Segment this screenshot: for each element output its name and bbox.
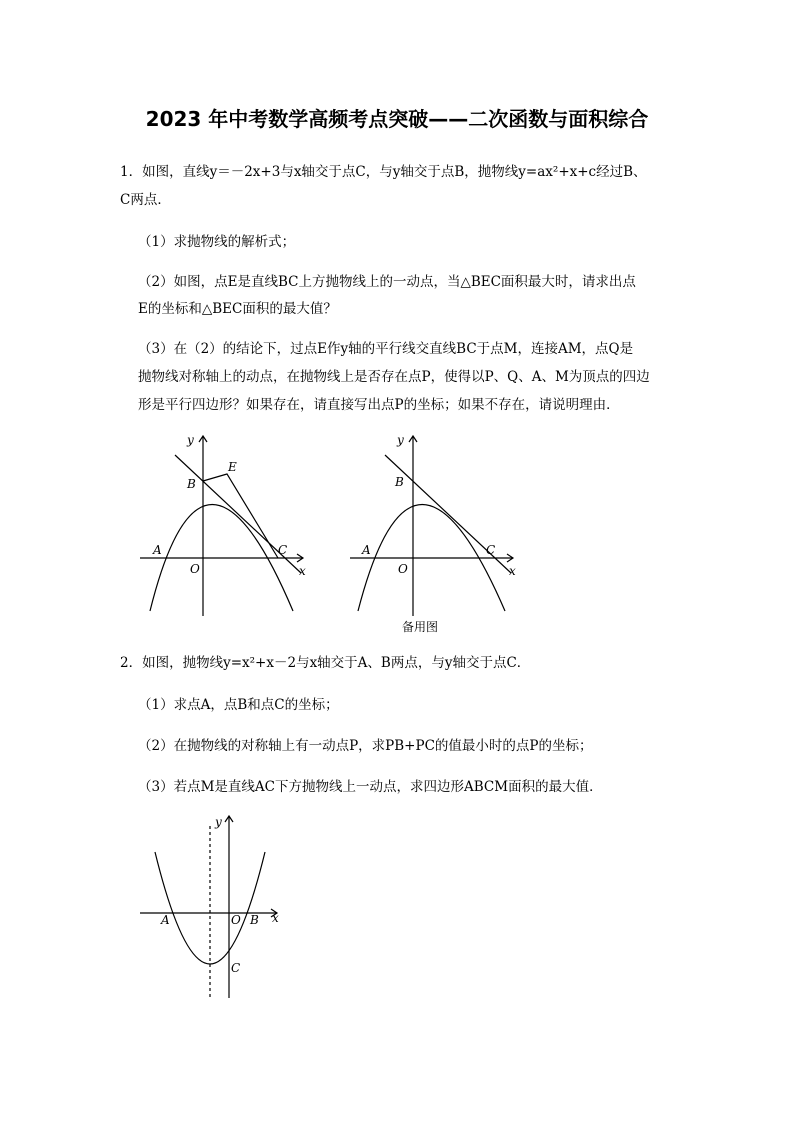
label-y: y xyxy=(397,433,404,447)
label-x: x xyxy=(272,911,279,925)
p1-stem-line1: 1．如图，直线y＝－2x+3与x轴交于点C，与y轴交于点B，抛物线y=ax²+x+c经过B、 xyxy=(120,164,647,180)
page-title: 2023 年中考数学高频考点突破——二次函数与面积综合 xyxy=(145,107,649,131)
p1-figure-1 xyxy=(135,428,315,623)
p1-question-3-line1: （3）在（2）的结论下，过点E作y轴的平行线交直线BC于点M，连接AM，点Q是 xyxy=(138,341,634,357)
p1-question-1: （1）求抛物线的解析式； xyxy=(138,234,296,250)
p2-question-2: （2）在抛物线的对称轴上有一动点P，求PB+PC的值最小时的点P的坐标； xyxy=(138,738,593,754)
label-c: C xyxy=(231,961,241,975)
label-x: x xyxy=(509,564,516,578)
label-o: O xyxy=(398,562,408,576)
label-a: A xyxy=(161,913,170,927)
p2-figure xyxy=(135,812,285,1002)
p2-question-3: （3）若点M是直线AC下方抛物线上一动点，求四边形ABCM面积的最大值． xyxy=(138,779,603,795)
p2-stem: 2．如图，抛物线y=x²+x－2与x轴交于A、B两点，与y轴交于点C． xyxy=(120,655,531,671)
label-o: O xyxy=(190,562,200,576)
p1-question-2-line2: E的坐标和△BEC面积的最大值？ xyxy=(138,301,337,317)
p1-question-2-line1: （2）如图，点E是直线BC上方抛物线上的一动点，当△BEC面积最大时，请求出点 xyxy=(138,274,636,290)
label-a: A xyxy=(362,543,371,557)
p1-question-3-line3: 形是平行四边形？如果存在，请直接写出点P的坐标；如果不存在，请说明理由． xyxy=(138,397,620,413)
p1-stem-line2: C两点． xyxy=(120,192,171,208)
p1-figure-2 xyxy=(345,428,525,623)
label-b: B xyxy=(395,475,404,489)
label-c: C xyxy=(486,543,496,557)
label-b: B xyxy=(250,913,259,927)
label-y: y xyxy=(187,433,194,447)
label-x: x xyxy=(299,564,306,578)
label-e: E xyxy=(228,460,237,474)
label-b: B xyxy=(187,477,196,491)
label-y: y xyxy=(215,815,222,829)
p1-figure-2-caption: 备用图 xyxy=(402,620,439,634)
label-o: O xyxy=(231,913,241,927)
label-c: C xyxy=(278,543,288,557)
p1-question-3-line2: 抛物线对称轴上的动点，在抛物线上是否存在点P，使得以P、Q、A、M为顶点的四边 xyxy=(138,369,650,385)
label-a: A xyxy=(153,543,162,557)
p2-question-1: （1）求点A，点B和点C的坐标； xyxy=(138,697,339,713)
